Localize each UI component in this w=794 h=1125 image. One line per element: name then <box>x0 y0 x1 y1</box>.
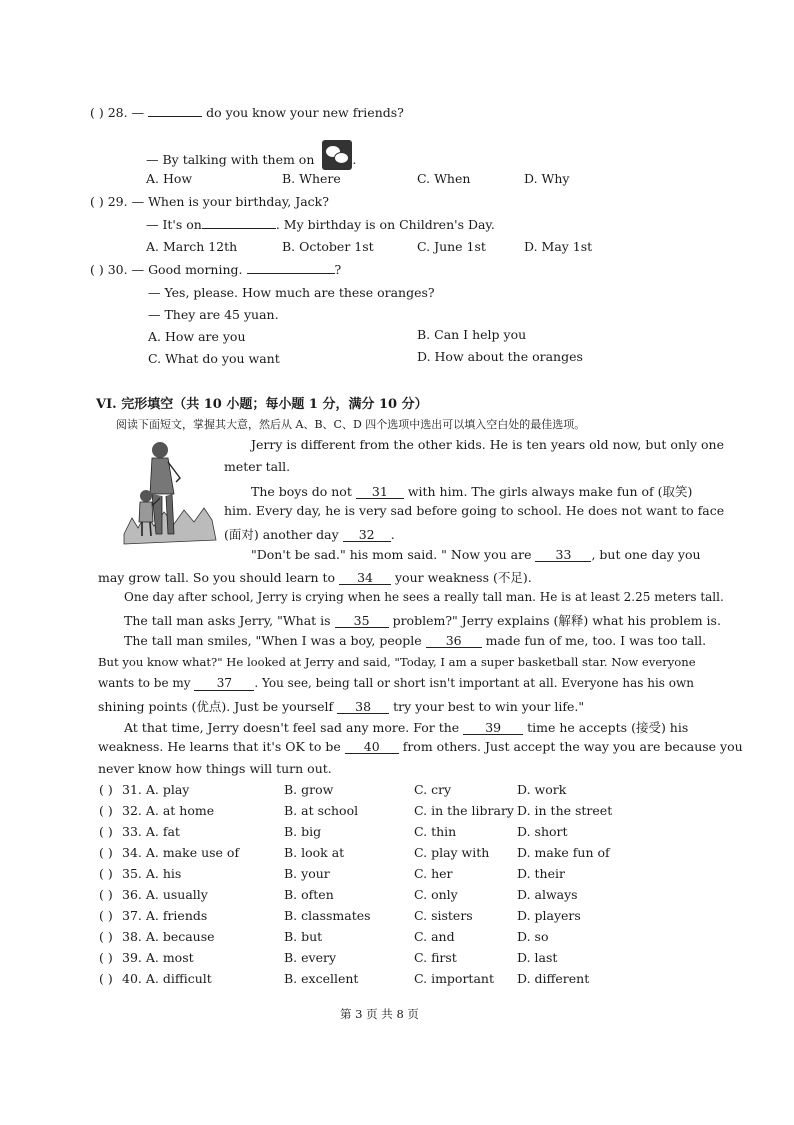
choice-option-d[interactable]: D. last <box>517 950 558 965</box>
passage-p3a-post: , but one day you <box>591 547 701 562</box>
blank-34[interactable]: 34 <box>339 571 391 585</box>
passage-p7a-post: time he accepts (接受) his <box>527 720 689 735</box>
choice-option-b[interactable]: B. excellent <box>284 971 359 986</box>
passage-p6a-post: made fun of me, too. I was too tall. <box>485 633 707 648</box>
choice-option-a[interactable]: 33. A. fat <box>122 824 180 839</box>
choice-option-d[interactable]: D. so <box>517 929 549 944</box>
blank-37[interactable]: 37 <box>194 677 254 691</box>
choice-option-c[interactable]: C. sisters <box>414 908 473 923</box>
passage-p7b <box>98 739 743 754</box>
passage-p6b: But you know what?" He looked at Jerry and said, "Today, I am a super basketball star. Now everyone <box>98 655 696 669</box>
passage-p3a <box>251 547 701 562</box>
choice-option-b[interactable]: B. your <box>284 866 330 881</box>
passage-p3b-pre: may grow tall. So you should learn to <box>98 570 336 585</box>
choice-paren: ( ) <box>99 866 113 881</box>
passage-p7b-post: from others. Just accept the way you are because you <box>402 739 743 754</box>
choice-option-a[interactable]: 31. A. play <box>122 782 190 797</box>
q29-answer <box>146 217 495 232</box>
choice-option-b[interactable]: B. often <box>284 887 334 902</box>
choice-option-b[interactable]: B. every <box>284 950 337 965</box>
choice-option-b[interactable]: B. grow <box>284 782 334 797</box>
q28-option-a[interactable]: A. How <box>146 171 193 186</box>
passage-p2a-pre: The boys do not <box>251 484 352 499</box>
q28-option-d[interactable]: D. Why <box>524 171 570 186</box>
choice-option-a[interactable]: 36. A. usually <box>122 887 208 902</box>
blank-31[interactable]: 31 <box>356 485 404 499</box>
passage-p2b: him. Every day, he is very sad before going to school. He does not want to face <box>224 503 725 518</box>
passage-p7a <box>124 718 688 736</box>
passage-p7b-pre: weakness. He learns that it's OK to be <box>98 739 341 754</box>
choice-option-d[interactable]: D. make fun of <box>517 845 610 860</box>
choice-option-d[interactable]: D. their <box>517 866 565 881</box>
choice-option-c[interactable]: C. first <box>414 950 457 965</box>
blank-33[interactable]: 33 <box>535 548 591 562</box>
q28-answer-text: — By talking with them on <box>146 152 315 167</box>
blank-40[interactable]: 40 <box>345 740 399 754</box>
passage-p1b: meter tall. <box>224 459 291 474</box>
choice-paren: ( ) <box>99 971 113 986</box>
choice-option-a[interactable]: 38. A. because <box>122 929 215 944</box>
q28-blank[interactable] <box>148 116 202 117</box>
section-title: VI. 完形填空（共 10 小题；每小题 1 分，满分 10 分） <box>96 397 428 412</box>
passage-p1a: Jerry is different from the other kids. He is ten years old now, but only one <box>251 437 725 452</box>
choice-paren: ( ) <box>99 782 113 797</box>
passage-p5a-post: problem?" Jerry explains (解释) what his problem is. <box>392 613 721 628</box>
q29-option-d[interactable]: D. May 1st <box>524 239 593 254</box>
blank-35[interactable]: 35 <box>335 614 389 628</box>
q30-paren: ( ) <box>90 262 104 277</box>
passage-p7a-pre: At that time, Jerry doesn't feel sad any more. For the <box>124 720 460 735</box>
passage-p3b <box>98 568 532 586</box>
passage-p6a <box>124 633 706 648</box>
passage-p7c: never know how things will turn out. <box>98 761 332 776</box>
q28-question-text: do you know your new friends? <box>206 105 404 120</box>
q28-dash: — <box>131 105 145 120</box>
choice-option-d[interactable]: D. different <box>517 971 590 986</box>
choice-option-b[interactable]: B. big <box>284 824 322 839</box>
q30-number: 30. <box>107 262 128 277</box>
choice-paren: ( ) <box>99 929 113 944</box>
choice-option-a[interactable]: 35. A. his <box>122 866 182 881</box>
passage-p6c-post: . You see, being tall or short isn't important at all. Everyone has his own <box>254 676 694 690</box>
q28-question <box>90 105 404 120</box>
passage-p2a-post: with him. The girls always make fun of (取笑) <box>407 484 693 499</box>
passage-p6d-pre: shining points (优点). Just be yourself <box>98 699 334 714</box>
choice-paren: ( ) <box>99 887 113 902</box>
q29-question-text: — When is your birthday, Jack? <box>131 194 329 209</box>
choice-option-a[interactable]: 37. A. friends <box>122 908 208 923</box>
choice-option-b[interactable]: B. look at <box>284 845 345 860</box>
choice-paren: ( ) <box>99 824 113 839</box>
passage-p6d-post: try your best to win your life." <box>393 699 585 714</box>
blank-36[interactable]: 36 <box>426 634 482 648</box>
choice-option-d[interactable]: D. always <box>517 887 578 902</box>
blank-39[interactable]: 39 <box>463 721 523 735</box>
q29-option-a[interactable]: A. March 12th <box>146 239 238 254</box>
choice-option-b[interactable]: B. classmates <box>284 908 371 923</box>
choice-paren: ( ) <box>99 950 113 965</box>
q29-question <box>90 194 329 209</box>
passage-p2c-pre: (面对) another day <box>224 527 339 542</box>
q30-line2: — Yes, please. How much are these oranges? <box>148 285 435 300</box>
passage-p2c-post: . <box>390 527 395 542</box>
choice-option-d[interactable]: D. work <box>517 782 567 797</box>
q29-paren: ( ) <box>90 194 104 209</box>
choice-option-c[interactable]: C. her <box>414 866 453 881</box>
passage-p2a <box>251 482 692 500</box>
choice-option-c[interactable]: C. and <box>414 929 455 944</box>
q28-option-c[interactable]: C. When <box>417 171 471 186</box>
q28-option-b[interactable]: B. Where <box>282 171 341 186</box>
q28-paren: ( ) <box>90 105 104 120</box>
wechat-icon <box>322 140 352 170</box>
q28-answer-end: . <box>352 152 357 167</box>
q28-answer <box>146 140 356 170</box>
passage-p6c <box>98 676 694 691</box>
q30-line3: — They are 45 yuan. <box>148 307 279 322</box>
q30-option-d[interactable]: D. How about the oranges <box>417 349 583 364</box>
choice-option-c[interactable]: C. only <box>414 887 458 902</box>
q29-blank[interactable] <box>202 228 276 229</box>
choice-option-c[interactable]: C. cry <box>414 782 452 797</box>
page-footer: 第 3 页 共 8 页 <box>340 1007 419 1021</box>
section-instruction: 阅读下面短文，掌握其大意，然后从 A、B、C、D 四个选项中选出可以填入空白处的最佳选项。 <box>116 418 586 431</box>
choice-paren: ( ) <box>99 845 113 860</box>
choice-option-b[interactable]: B. at school <box>284 803 359 818</box>
choice-option-c[interactable]: C. thin <box>414 824 457 839</box>
passage-p5a <box>124 611 721 629</box>
choice-option-d[interactable]: D. short <box>517 824 568 839</box>
q30-question <box>90 262 341 277</box>
choice-option-a[interactable]: 34. A. make use of <box>122 845 240 860</box>
choice-option-a[interactable]: 40. A. difficult <box>122 971 212 986</box>
choice-option-d[interactable]: D. players <box>517 908 581 923</box>
choice-option-c[interactable]: C. important <box>414 971 494 986</box>
passage-p6a-pre: The tall man smiles, "When I was a boy, people <box>124 633 422 648</box>
passage-p6c-pre: wants to be my <box>98 676 191 690</box>
q30-option-c[interactable]: C. What do you want <box>148 351 280 366</box>
choice-paren: ( ) <box>99 803 113 818</box>
passage-p3b-post: your weakness (不足). <box>395 570 532 585</box>
blank-38[interactable]: 38 <box>337 700 389 714</box>
choice-option-c[interactable]: C. play with <box>414 845 490 860</box>
q30-option-b[interactable]: B. Can I help you <box>417 327 527 342</box>
choice-option-b[interactable]: B. but <box>284 929 323 944</box>
q29-option-b[interactable]: B. October 1st <box>282 239 374 254</box>
q29-answer-pre: — It's on <box>146 217 202 232</box>
choice-paren: ( ) <box>99 908 113 923</box>
passage-p6d <box>98 697 584 715</box>
choice-option-a[interactable]: 32. A. at home <box>122 803 215 818</box>
q30-question-pre: — Good morning. <box>131 262 243 277</box>
choice-option-a[interactable]: 39. A. most <box>122 950 194 965</box>
q30-option-a[interactable]: A. How are you <box>148 329 246 344</box>
passage-p4a: One day after school, Jerry is crying when he sees a really tall man. He is at least 2.25 meters tall. <box>124 590 724 604</box>
blank-32[interactable]: 32 <box>343 528 391 542</box>
q29-number: 29. <box>107 194 128 209</box>
passage-p2c <box>224 525 395 543</box>
q30-blank[interactable] <box>247 273 335 274</box>
q28-number: 28. <box>107 105 128 120</box>
boy-and-man-illustration <box>120 436 218 548</box>
q29-option-c[interactable]: C. June 1st <box>417 239 486 254</box>
passage-p3a-pre: "Don't be sad." his mom said. " Now you are <box>251 547 532 562</box>
q30-question-post: ? <box>334 262 342 277</box>
q29-answer-post: . My birthday is on Children's Day. <box>275 217 495 232</box>
choice-option-c[interactable]: C. in the library <box>414 803 514 818</box>
passage-p5a-pre: The tall man asks Jerry, "What is <box>124 613 331 628</box>
choice-option-d[interactable]: D. in the street <box>517 803 613 818</box>
